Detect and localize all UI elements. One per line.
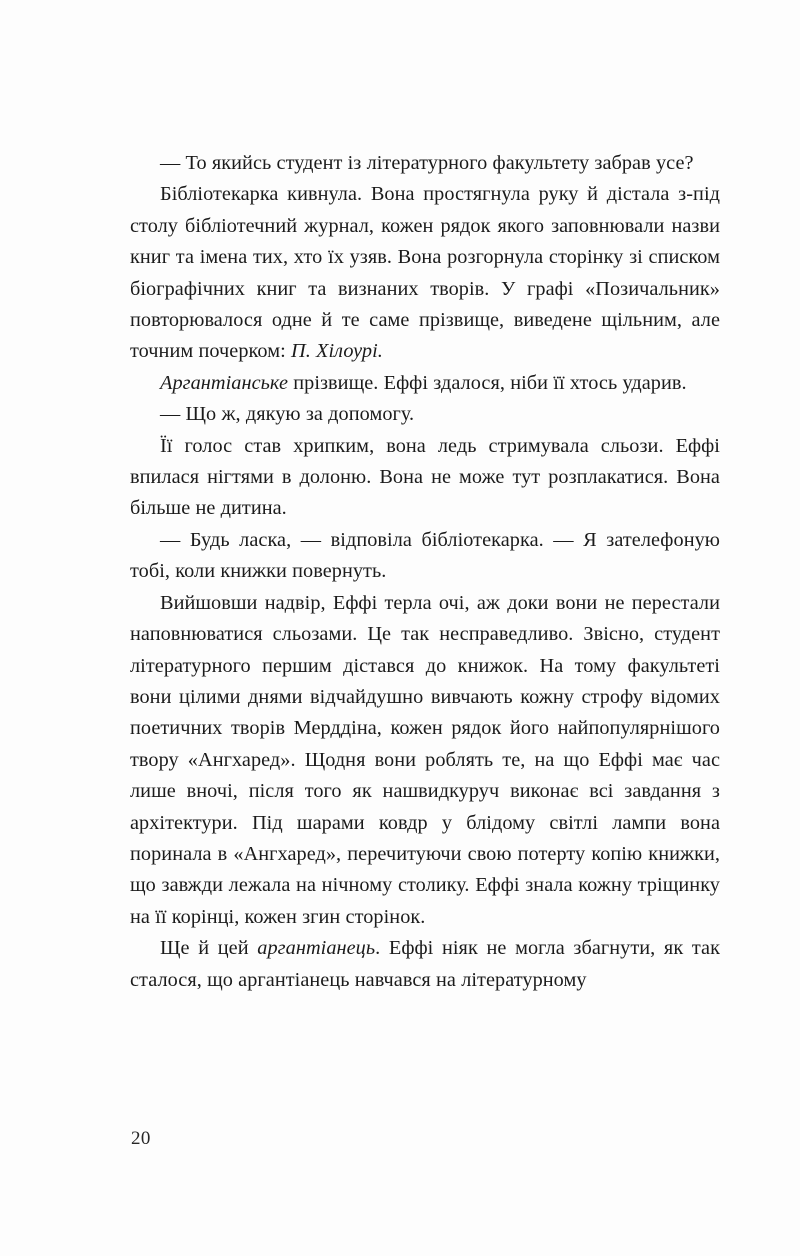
page-text-block (130, 148, 720, 996)
text-run: Вийшовши надвір, Еффі терла очі, аж доки вони не перестали наповнюватися сльозами. Це так несправедливо. Звісно, студент літературного першим дістався до книжок. На тому факультеті вони цілими днями відчайдушно вивчають кожну строфу відомих поетичних творів Мерддіна, кожен рядок його найпопулярнішого твору «Ангхаред». Щодня вони роблять те, на що Еффі має час лише вночі, після того як нашвидкуруч виконає всі завдання з архітектури. Під шарами ковдр у блідому світлі лампи вона поринала в «Ангхаред», перечитуючи свою потерту копію книжки, що завжди лежала на нічному столику. Еффі знала кожну тріщинку на її корінці, кожен згин сторінок. (130, 591, 720, 928)
text-run: Ще й цей (160, 937, 258, 960)
text-run: прізвище. Еффі здалося, ніби її хтось ударив. (288, 371, 687, 394)
paragraph-p5 (130, 431, 720, 525)
paragraph-p4 (130, 399, 720, 430)
paragraph-p2 (130, 179, 720, 367)
text-run: . Еффі ніяк не могла збагнути, як так сталося, що аргантіанець навчався на літературному (130, 937, 720, 991)
paragraph-p3 (130, 368, 720, 399)
text-run: Її голос став хрипким, вона ледь стримувала сльози. Еффі впилася нігтями в долоню. Вона не може тут розплакатися. Вона більше не дитина. (130, 434, 720, 520)
page-number: 20 (131, 1128, 151, 1149)
paragraph-p7 (130, 588, 720, 933)
italic-run: П. Хілоурі. (291, 340, 383, 363)
italic-run: аргантіанець (257, 937, 376, 960)
text-run: — Будь ласка, — відповіла бібліотекарка. — Я зателефоную тобі, коли книжки повернуть. (130, 528, 720, 583)
text-run: Бібліотекарка кивнула. Вона простягнула руку й дістала з-під столу бібліотечний журнал, кожен рядок якого заповнювали назви книг та імена тих, хто їх узяв. Вона розгорнула сторінку зі списком біографічних книг та визнаних творів. У графі «Позичальник» повторювалося одне й те саме прізвище, виведене щільним, але точним почерком: (130, 183, 720, 363)
text-run: — Що ж, дякую за допомогу. (160, 403, 415, 426)
paragraph-p6 (130, 525, 720, 588)
italic-run: Аргантіанське (160, 371, 288, 394)
paragraph-p1 (130, 148, 720, 179)
text-run: — То якийсь студент із літературного факультету забрав усе? (160, 152, 694, 174)
paragraph-p8 (130, 933, 720, 996)
